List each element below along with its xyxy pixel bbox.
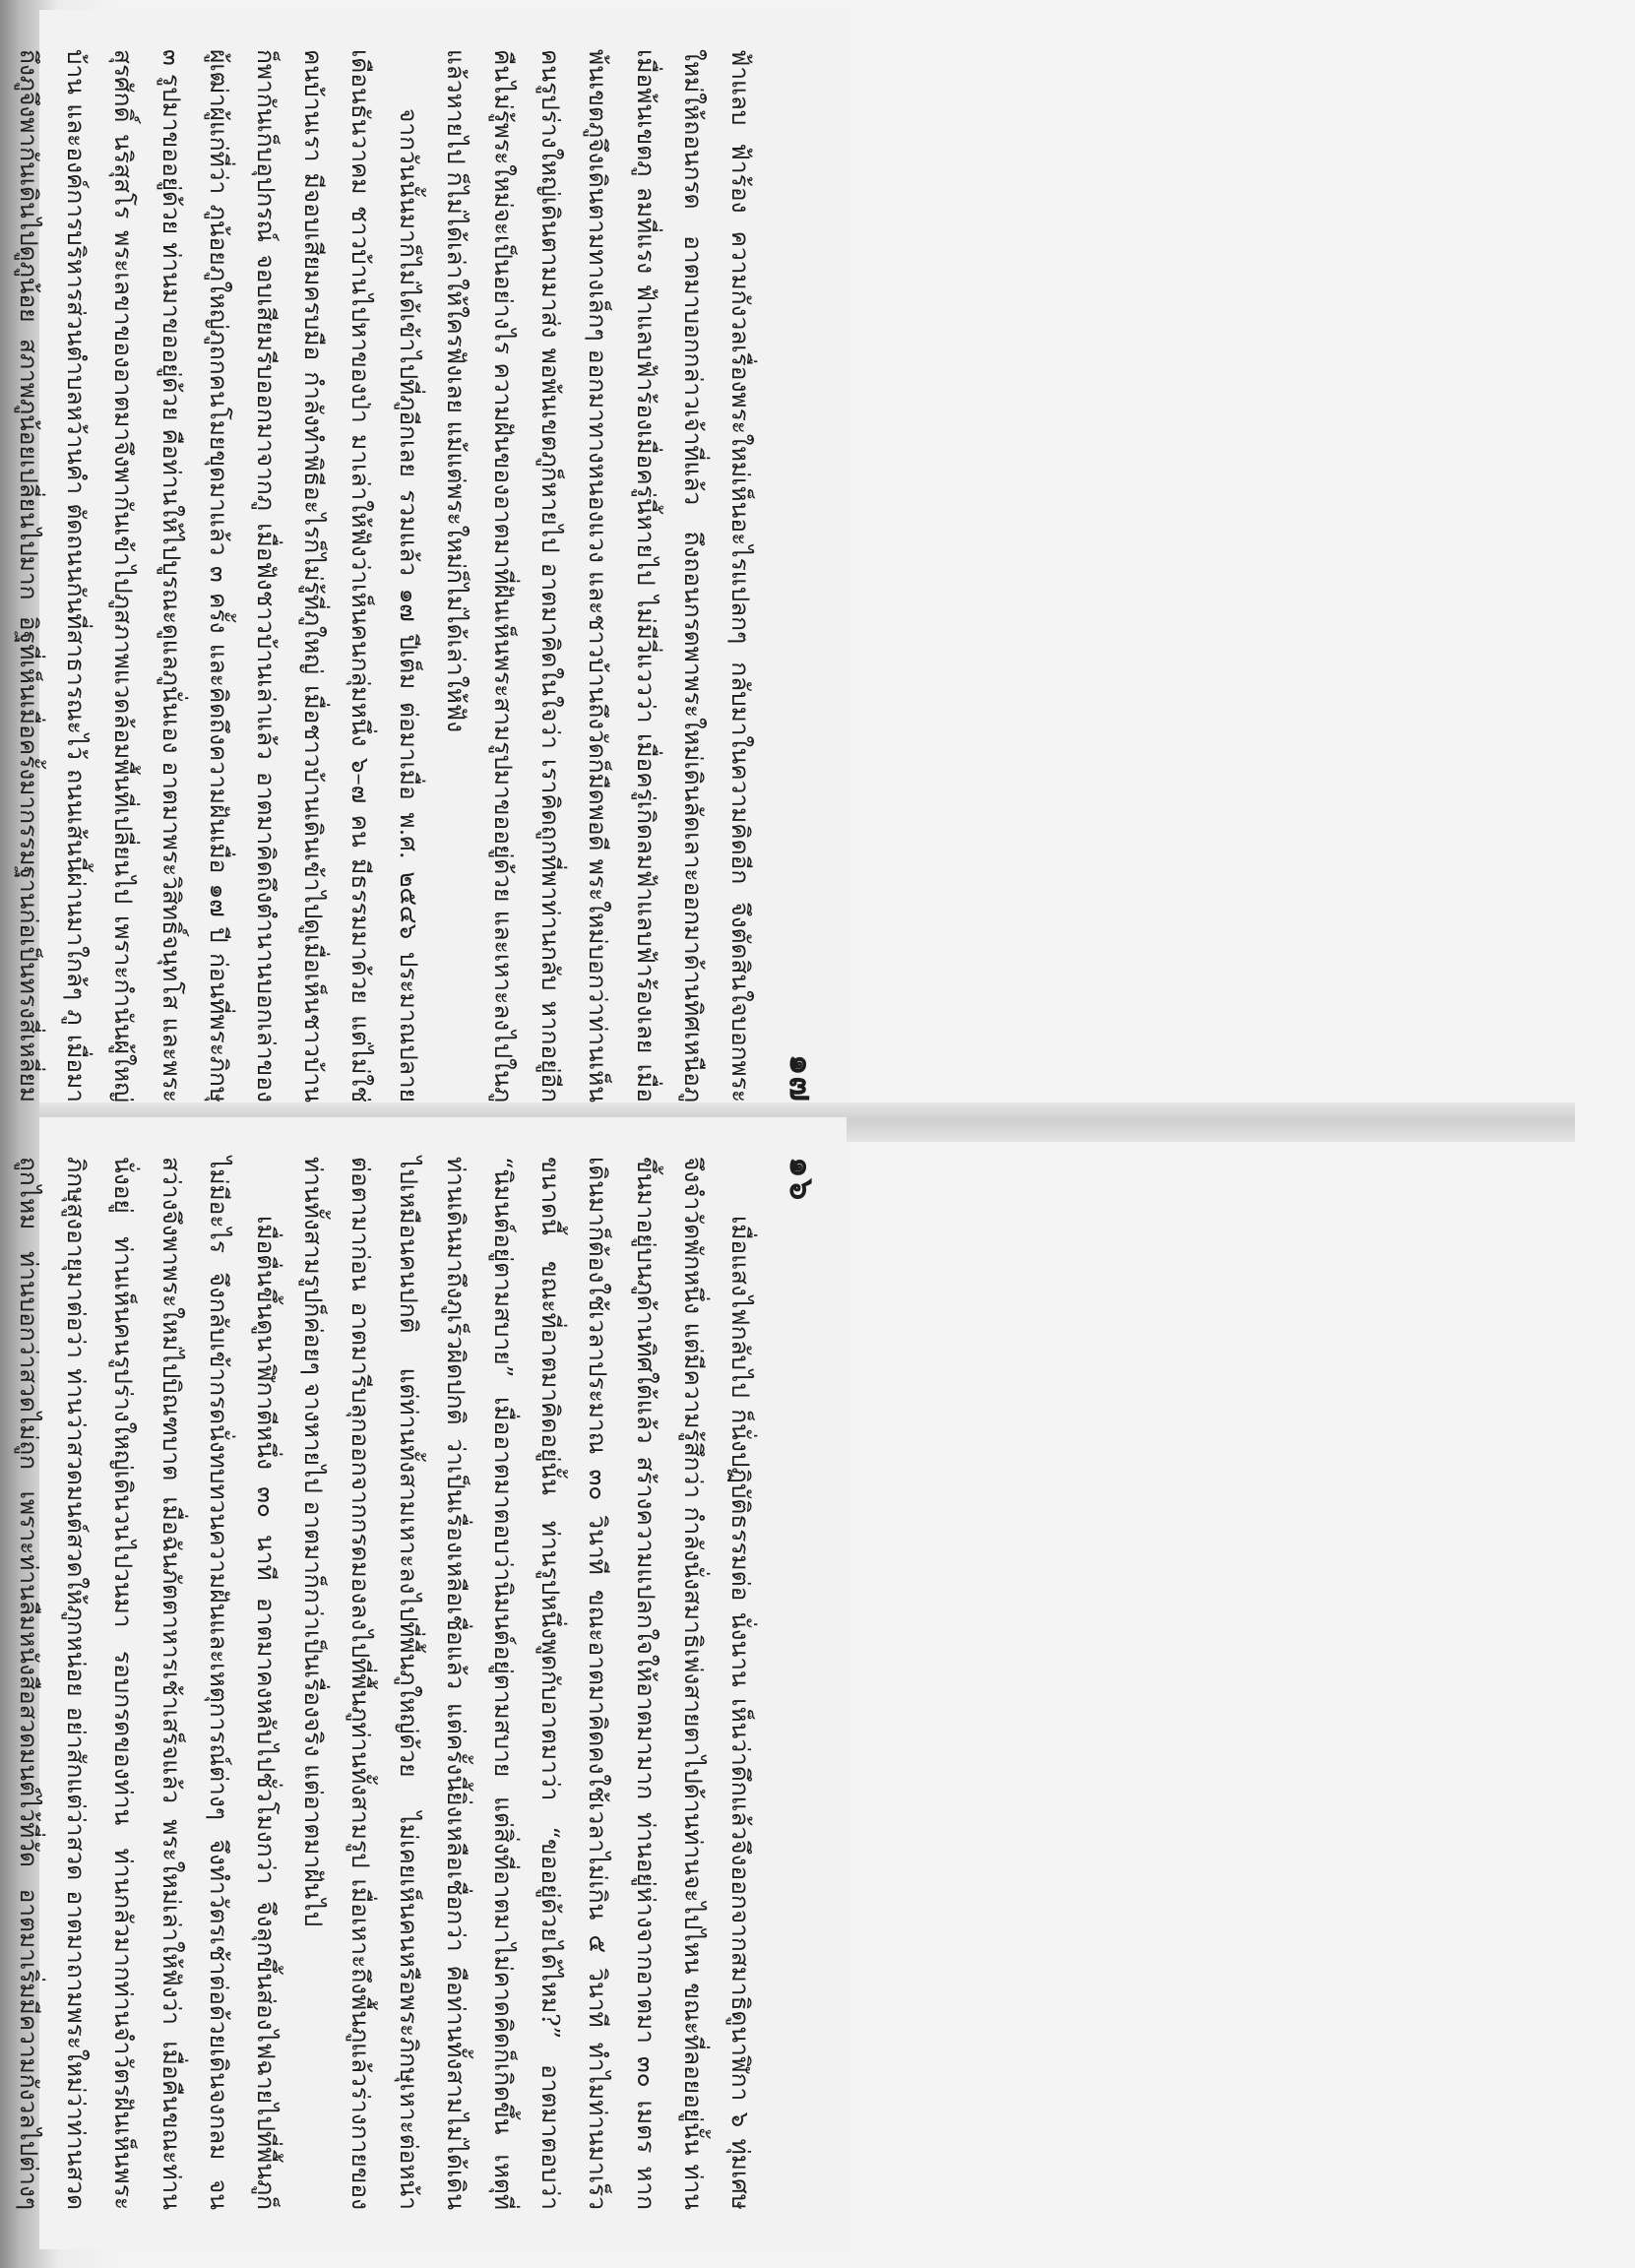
left-page-number: ๑๖ <box>782 1157 821 1202</box>
left-page-wrapper <box>14 1117 847 2249</box>
right-page-wrapper <box>14 10 847 1142</box>
left-page-paragraph-1: เมื่อแสงไฟกลับไป ก็นั่งปฏิบัติธรรมต่อ นั่งนาน เห็นว่าดึกแล้วจึงออกจากสมาธิดูนาฬิกา ๖ ทุ่มเศษ จึงจำวัดพักหนึ่ง แต่มีความรู้สึกว่า กำลังนั่งสมาธิเพ่งสายตาไปด้านท่านจะไปไหน ขณะที่ลอยอยู่นั้น ท่านขึ้นมาอยู่บนภูด้านทิศใต้แล้ว สร้างความแปลกใจให้อาตมามาก ท่านอยู่ห่างจากอาตมา ๓๐ เมตร หากเดินมาก็ต้องใช้เวลาประมาณ ๓๐ วินาที ขณะอาตมาคิดคงใช้เวลาไม่เกิน ๕ วินาที ทำไมท่านมาเร็วขนาดนี้ ขณะที่อาตมาคิดอยู่นั้น ท่านรูปหนึ่งพูดกับอาตมาว่า “ขออยู่ด้วยได้ไหม?” อาตมาตอบว่า “นิมนต์อยู่ตามสบาย” เมื่ออาตมาตอบว่านิมนต์อยู่ตามสบาย แต่สิ่งที่อาตมาไม่คาดคิดก็เกิดขึ้น เหตุที่ท่านเดินมาถึงภูเร็วผิดปกติ ว่าเป็นเรื่องเหลือเชื่อแล้ว แต่ครั้งนี้ยิ่งเหลือเชื่อกว่า คือท่านทั้งสามไม่ได้เดินไปเหมือนคนปกติ แต่ท่านทั้งสามเหาะลงไปที่พื้นภูใหญ่ด้วย ไม่เคยเห็นคนหรือพระภิกษุเหาะต่อหน้าต่อตามาก่อน อาตมารีบลุกออกจากกรดมองลงไปที่พื้นภูท่านทั้งสามรูป เมื่อเหาะถึงพื้นภูแล้วร่างกายของท่านทั้งสามรูปก็ค่อยๆ จางหายไป อาตมาก็กว่าเป็นเรื่องจริง แต่อาตมาฝันไป <box>299 1157 755 2210</box>
right-page-number: ๑๗ <box>782 1053 821 1102</box>
right-page-body <box>0 49 764 1102</box>
right-page-paragraph-1: ฟ้าแลบ ฟ้าร้อง ความกังวลเรื่องพระใหม่เห็นอะไรแปลกๆ กลับมาในความคิดอีก จึงตัดสินใจบอกพระใหม่ให้ถอนกรด อาตมาบอกกล่าวเจ้าที่แล้ว ถึงถอนกรดพาพระใหม่เดินลัดเลาะออกมาด้านทิศเหนือภู เมื่อพ้นเขตภู ลมที่แรง ฟ้าแลบฟ้าร้องเมื่อครู่นี้หายไป ไม่มีวี่แววว่า เมื่อครู่เกิดลมฟ้าแลบฟ้าร้องเลย เมื่อพ้นเขตภูจึงเดินตามทางเล็กๆ ออกมาทางหนองแวง และชาวบ้านถึงวัดก็มืดพอดี พระใหม่บอกว่าท่านเห็นคนรูปร่างใหญ่เดินตามมาส่ง พอพ้นเขตภูก็หายไป อาตมาคิดในใจว่า เราคิดถูกที่พาท่านกลับ หากอยู่อีกคืนไม่รู้พระใหม่จะเป็นอย่างไร ความฝันของอาตมาที่ฝันเห็นพระสามรูปมาขออยู่ด้วย และเหาะลงไปในภูแล้วหายไป ก็ไม่ได้เล่าให้ใครฟังเลย แม้แต่พระใหม่ก็ไม่ได้เล่าให้ฟัง <box>441 49 755 1102</box>
right-page <box>14 10 847 1142</box>
right-page-paragraph-2: จากวันนั้นมาก็ไม่ได้เข้าไปที่ภูอีกเลย รวมแล้ว ๑๗ ปีเต็ม ต่อมาเมื่อ พ.ศ. ๒๕๔๖ ประมาณปลายเดือนธันวาคม ชาวบ้านไปหาของป่า มาเล่าให้ฟังว่าเห็นคนกลุ่มหนึ่ง ๖–๗ คน มีธรรมมาด้วย แต่ไม่ใช่คนบ้านเรา มีจอบเสียมครบมือ กำลังทำพิธีอะไรก็ไม่รู้ที่ภูใหญ่ เมื่อชาวบ้านเดินเข้าไปดูเมื่อเห็นชาวบ้าน ก็พากันเก็บอุปกรณ์ จอบเสียมรีบออกมาจากภู เมื่อฟังชาวบ้านเล่าแล้ว อาตมาคิดถึงตำนานบอกเล่าของผู้เฒ่าผู้แก่ที่ว่า ภูน้อยภูใหญ่ภูถกคนโมยขุดมาแล้ว ๓ ครั้ง และคิดถึงความฝันเมื่อ ๑๗ ปี ก่อนที่พระภิกษุ ๓ รูปมาขออยู่ด้วย ท่านมาขออยู่ด้วย คือท่านให้ไปบูรณะดูแลภูนั่นเอง อาตมาพระวิสิทธิ์จนุทโส และพระสุรศักดิ์ นริสุสโร พระเลขาของอาตมาจึงพากันเข้าไปภูสภาพแวดล้อมพื้นที่เปลี่ยนไป เพราะกำนันผู้ใหญ่บ้าน และองค์การบริหารส่วนตำบลหว้านคำ ตัดถนนกันที่สาธารณะไว้ ถนนเส้นนี้ผ่านมาใกล้ๆ ภู เมื่อมาถึงภูจึงพากันเดินไปดูภูน้อย สภาพภูน้อยเปลี่ยนไปมาก อิฐที่เห็นเมื่อครั้งมากรรมฐานก่อเป็นทรงสี่เหลี่ยม <box>14 49 423 1102</box>
left-page-paragraph-2: เมื่อตื่นขึ้นดูนาฬิกาตีหนึ่ง ๓๐ นาที อาตมาคงหลับไปชั่วโมงกว่า จึงลุกขึ้นส่องไฟฉายไปที่พื้นภูก็ไม่มีอะไร จึงกลับเข้ากรดนั่งทบทวนความฝันและเหตุการณ์ต่างๆ จึงทำวัตรเช้าต่อด้วยเดินจงกลม จนสว่างจึงพาพระใหม่ไปบิณฑบาต เมื่อฉันภัตตาหารเช้าเสร็จแล้ว พระใหม่เล่าให้ฟังว่า เมื่อคืนขณะท่านนั่งอยู่ ท่านเห็นคนรูปร่างใหญ่เดินวนไปวนมา รอบกรดของท่าน ท่านกลัวมากท่านจำวัตรฝันเห็นพระภิกษุสูงอายุมาต่อว่า ท่านว่าสวดมนต์สวดให้ภูกหน่อย อย่าสักแต่ว่าสวด อาตมาถามพระใหม่ว่าท่านสวดถูกไหม ท่านบอกว่าสวดไม่ถูก เพราะท่านลืมหนังสือสวดมนต์ไว้ที่วัด อาตมาเริ่มมีความกังวลไปต่างๆ <box>14 1157 281 2210</box>
left-page <box>14 1117 847 2249</box>
left-page-body <box>0 1157 764 2210</box>
